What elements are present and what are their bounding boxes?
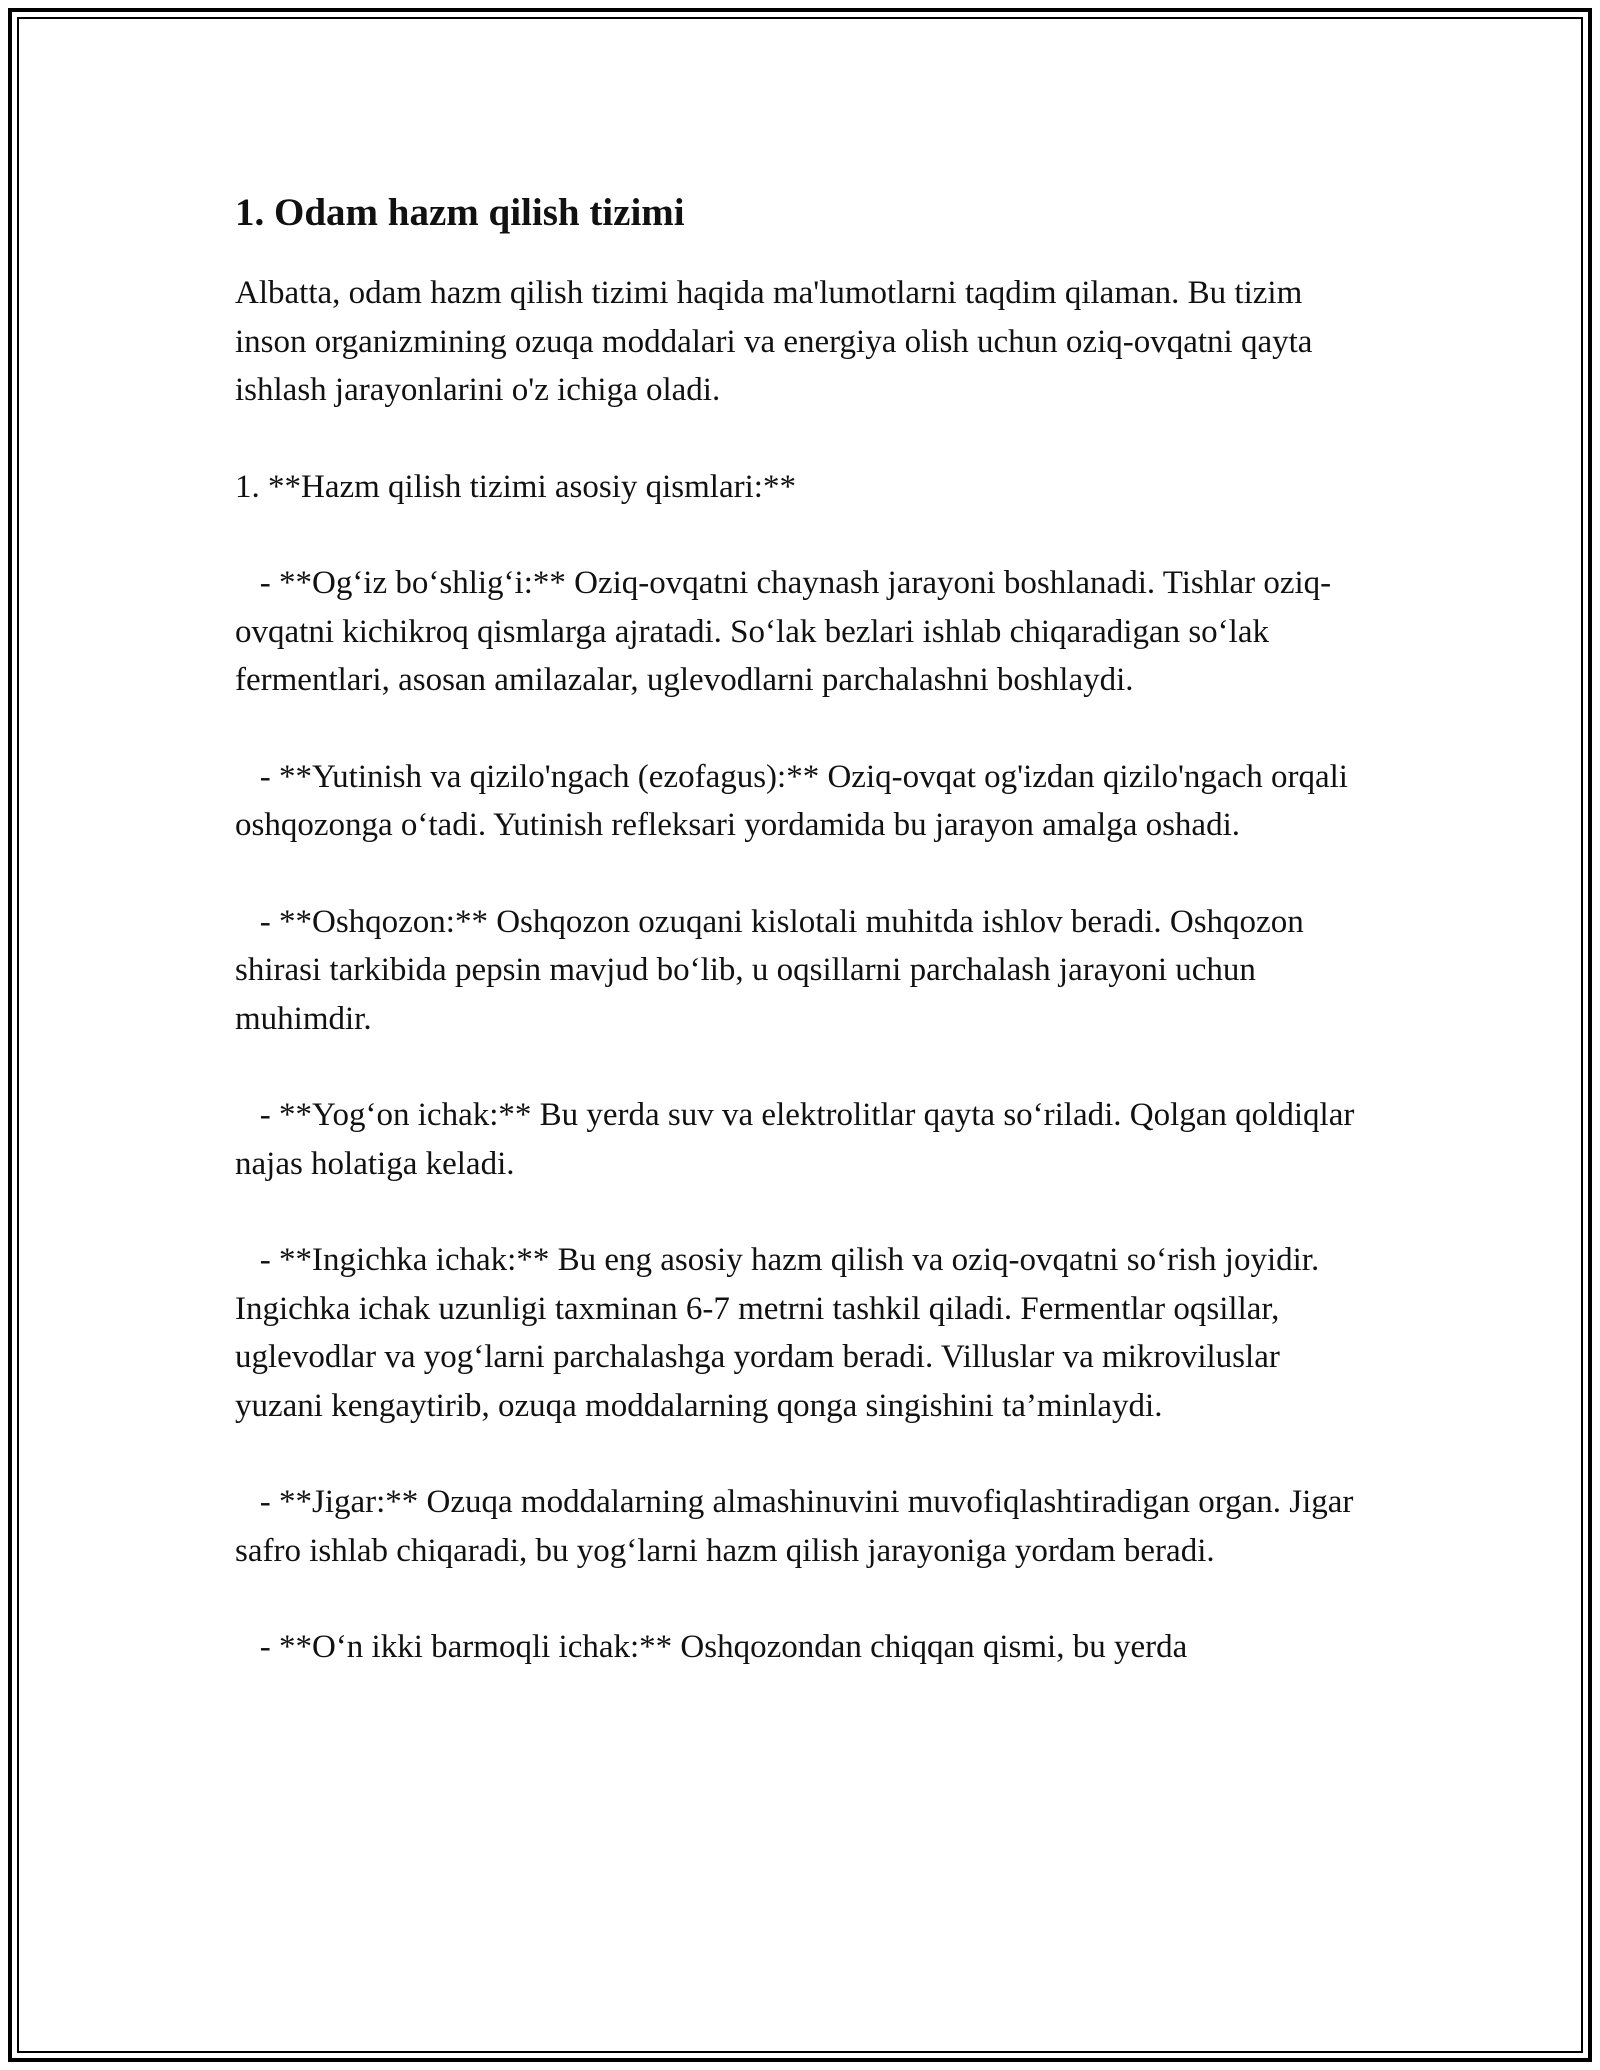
document-title: 1. Odam hazm qilish tizimi xyxy=(235,191,685,234)
list-item-small-intestine: - **Ingichka ichak:** Bu eng asosiy hazm qilish va oziq-ovqatni so‘rish joyidir. Ingichka ichak uzunligi taxminan 6-7 metrni tashkil qiladi. Fermentlar oqsillar, uglevodlar va yog‘larni parchalashga yordam beradi. Villuslar va mikroviluslar yuzani kengaytirib, ozuqa moddalarning qonga singishini ta’minlaydi. xyxy=(235,1242,1328,1424)
list-item-oral-cavity: - **Og‘iz bo‘shlig‘i:** Oziq-ovqatni chaynash jarayoni boshlanadi. Tishlar oziq-ovqatni kichikroq qismlarga ajratadi. So‘lak bezlari ishlab chiqaradigan so‘lak fermentlari, asosan amilazalar, uglevodlarni parchalashni boshlaydi. xyxy=(235,565,1332,698)
list-item-esophagus: - **Yutinish va qizilo'ngach (ezofagus):** Oziq-ovqat og'izdan qizilo'ngach orqali oshqozonga o‘tadi. Yutinish refleksari yordamida bu jarayon amalga oshadi. xyxy=(235,758,1357,843)
section-heading-paragraph: 1. **Hazm qilish tizimi asosiy qismlari:** xyxy=(235,468,796,505)
intro-paragraph: Albatta, odam hazm qilish tizimi haqida ma'lumotlarni taqdim qilaman. Bu tizim inson organizmining ozuqa moddalari va energiya olish uchun oziq-ovqatni qayta ishlash jarayonlarini o'z ichiga oladi. xyxy=(235,275,1321,408)
list-item-stomach: - **Oshqozon:** Oshqozon ozuqani kislotali muhitda ishlov beradi. Oshqozon shirasi tarkibida pepsin mavjud bo‘lib, u oqsillarni parchalash jarayoni uchun muhimdir. xyxy=(235,903,1312,1037)
list-item-liver: - **Jigar:** Ozuqa moddalarning almashinuvini muvofiqlashtiradigan organ. Jigar safro ishlab chiqaradi, bu yog‘larni hazm qilish jarayoniga yordam beradi. xyxy=(235,1484,1362,1569)
list-item-large-intestine: - **Yog‘on ichak:** Bu yerda suv va elektrolitlar qayta so‘riladi. Qolgan qoldiqlar najas holatiga keladi. xyxy=(235,1097,1363,1182)
document-body xyxy=(235,185,1365,1720)
list-item-duodenum: - **O‘n ikki barmoqli ichak:** Oshqozondan chiqqan qismi, bu yerda xyxy=(235,1629,1188,1665)
